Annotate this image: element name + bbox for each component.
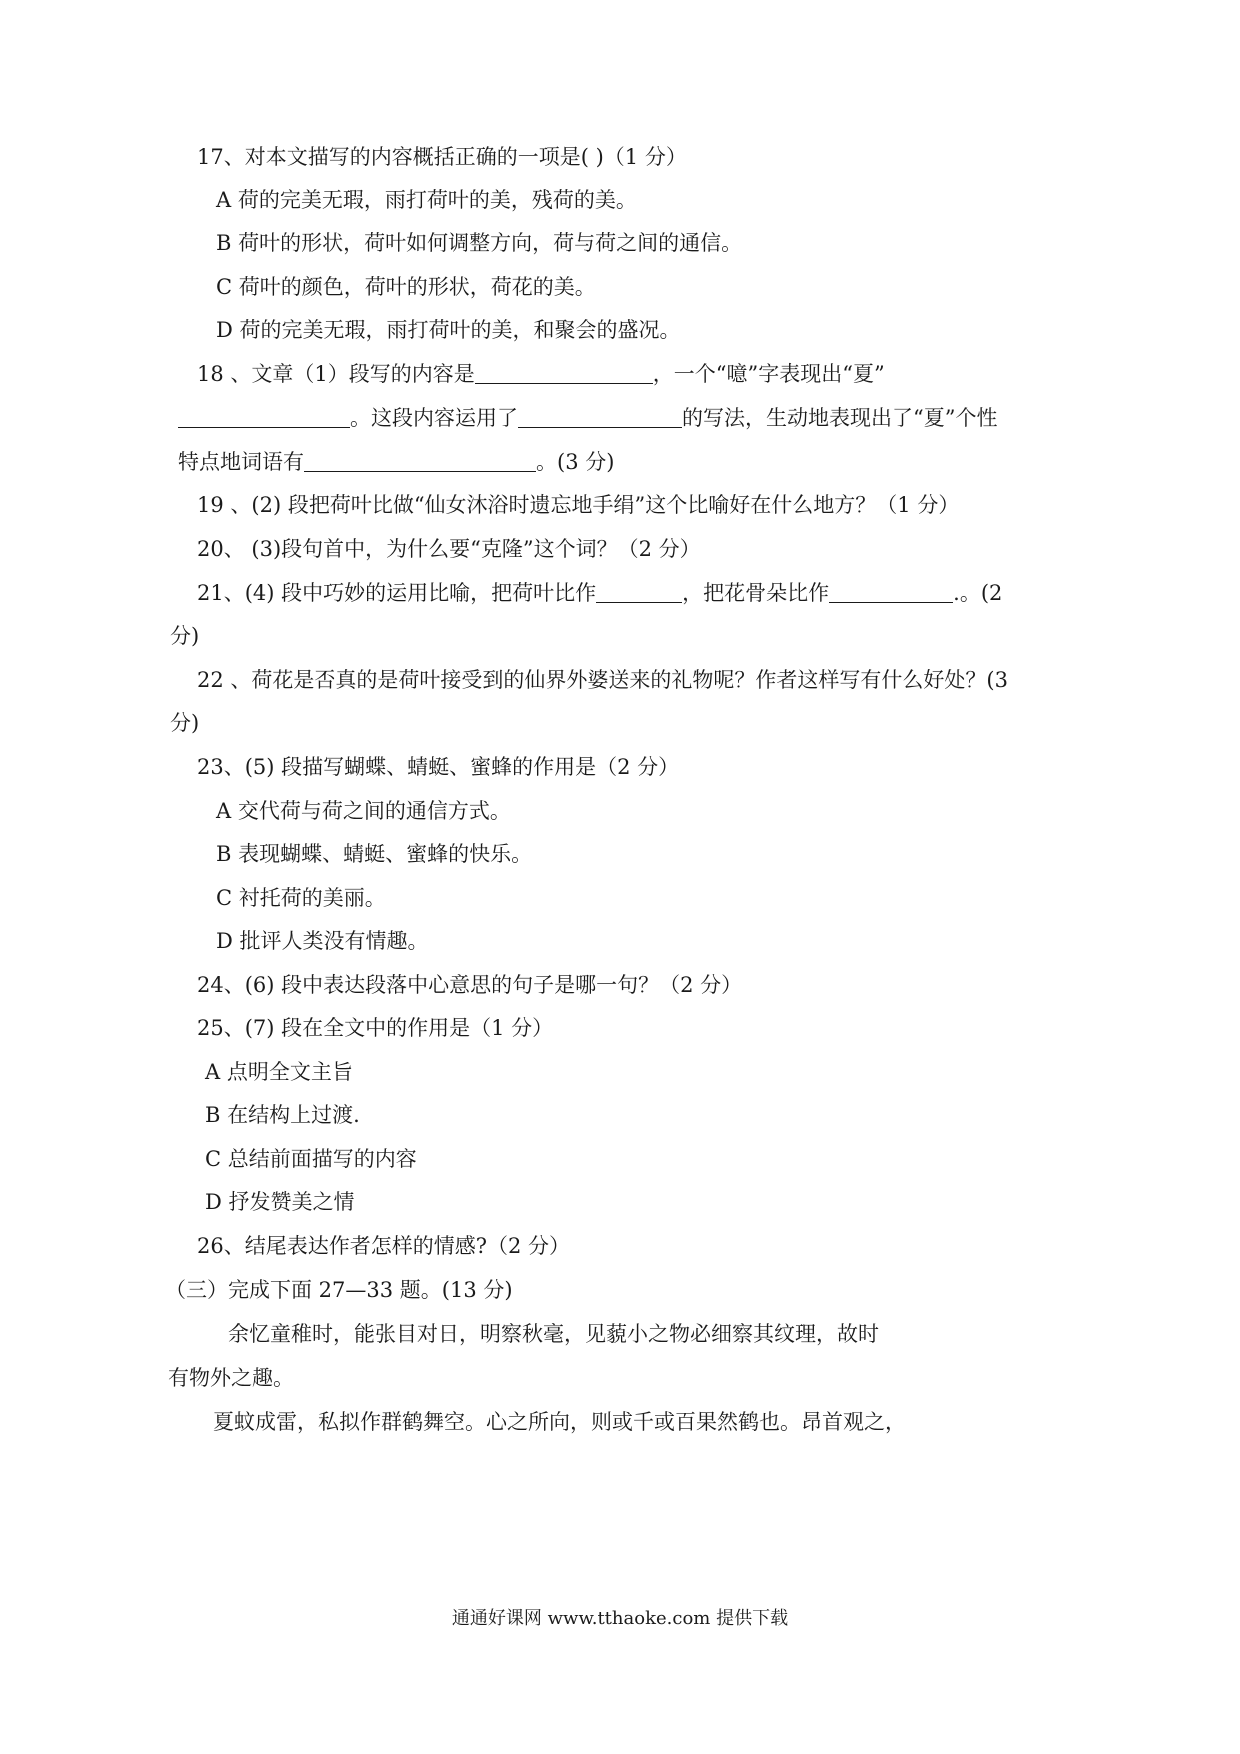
q18-text-3: 。这段内容运用了 bbox=[350, 406, 518, 430]
q25-option-a: A 点明全文主旨 bbox=[205, 1060, 353, 1084]
q17-option-c: C 荷叶的颜色，荷叶的形状，荷花的美。 bbox=[216, 275, 596, 299]
q21-text-3: .。(2 bbox=[953, 581, 1003, 605]
q22-line1: 22 、荷花是否真的是荷叶接受到的仙界外婆送来的礼物呢？作者这样写有什么好处？(3 bbox=[197, 668, 1008, 692]
q25-option-d: D 抒发赞美之情 bbox=[205, 1190, 355, 1214]
q17-option-a: A 荷的完美无瑕，雨打荷叶的美，残荷的美。 bbox=[216, 188, 637, 212]
passage-p1-line2: 有物外之趣。 bbox=[168, 1366, 294, 1390]
q21-line1 bbox=[197, 579, 1002, 607]
section-heading: （三）完成下面 27—33 题。(13 分) bbox=[165, 1278, 513, 1302]
q22-line2: 分) bbox=[170, 711, 200, 735]
q25-option-c: C 总结前面描写的内容 bbox=[205, 1147, 417, 1171]
page-footer: 通通好课网 www.tthaoke.com 提供下载 bbox=[451, 1608, 789, 1629]
q17-option-d: D 荷的完美无瑕，雨打荷叶的美，和聚会的盛况。 bbox=[216, 318, 681, 342]
passage-p2-line1: 夏蚊成雷，私拟作群鹤舞空。心之所向，则或千或百果然鹤也。昂首观之， bbox=[213, 1410, 906, 1434]
q25-stem: 25、(7) 段在全文中的作用是（1 分） bbox=[197, 1016, 554, 1040]
q21-blank-2[interactable] bbox=[829, 582, 953, 603]
q18-blank-1[interactable] bbox=[475, 363, 653, 384]
q18-blank-3[interactable] bbox=[518, 407, 682, 428]
q23-option-a: A 交代荷与荷之间的通信方式。 bbox=[216, 799, 511, 823]
q21-line2: 分) bbox=[170, 624, 200, 648]
q26: 26、结尾表达作者怎样的情感?（2 分） bbox=[197, 1234, 571, 1258]
q24: 24、(6) 段中表达段落中心意思的句子是哪一句？（2 分） bbox=[197, 973, 743, 997]
passage-p1-line1: 余忆童稚时，能张目对日，明察秋毫，见藐小之物必细察其纹理，故时 bbox=[228, 1322, 879, 1346]
q20: 20、 (3)段句首中，为什么要“克隆”这个词？（2 分） bbox=[197, 537, 701, 561]
q18-blank-2[interactable] bbox=[178, 407, 350, 428]
q17-option-b: B 荷叶的形状，荷叶如何调整方向，荷与荷之间的通信。 bbox=[216, 231, 743, 255]
q17-stem: 17、对本文描写的内容概括正确的一项是( )（1 分） bbox=[197, 145, 687, 169]
q23-option-d: D 批评人类没有情趣。 bbox=[216, 929, 429, 953]
q18-text-4: 的写法，生动地表现出了“夏”个性 bbox=[682, 406, 998, 430]
q18-blank-4[interactable] bbox=[304, 451, 536, 472]
q18-line1 bbox=[197, 360, 885, 388]
q25-option-b: B 在结构上过渡. bbox=[205, 1103, 360, 1127]
q21-blank-1[interactable] bbox=[596, 582, 682, 603]
q18-text-5: 特点地词语有 bbox=[178, 450, 304, 474]
q21-text-2: ，把花骨朵比作 bbox=[682, 581, 830, 605]
q19: 19 、(2) 段把荷叶比做“仙女沐浴时遗忘地手绢”这个比喻好在什么地方？（1 分） bbox=[197, 493, 960, 517]
q18-line2 bbox=[178, 404, 997, 432]
q18-text-1: 18 、文章（1）段写的内容是 bbox=[197, 362, 475, 386]
q23-option-b: B 表现蝴蝶、蜻蜓、蜜蜂的快乐。 bbox=[216, 842, 533, 866]
q18-text-6: 。(3 分) bbox=[536, 450, 615, 474]
q18-text-2: ，一个“噫”字表现出“夏” bbox=[652, 362, 885, 386]
q18-line3 bbox=[178, 448, 614, 476]
q23-option-c: C 衬托荷的美丽。 bbox=[216, 886, 386, 910]
q21-text-1: 21、(4) 段中巧妙的运用比喻，把荷叶比作 bbox=[197, 581, 597, 605]
q23-stem: 23、(5) 段描写蝴蝶、蜻蜓、蜜蜂的作用是（2 分） bbox=[197, 755, 680, 779]
